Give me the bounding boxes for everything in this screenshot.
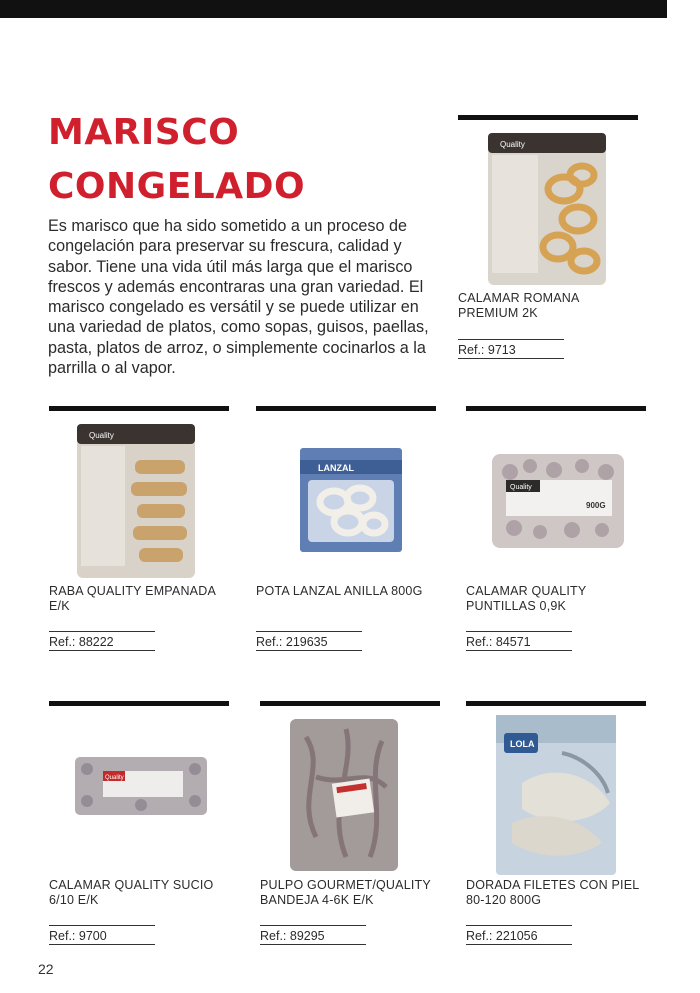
product-ref: Ref.: 88222 <box>49 631 155 651</box>
pack-brand-text: LOLA <box>510 739 535 749</box>
pack-brand-text: Quality <box>89 431 114 440</box>
product-card[interactable] <box>458 115 640 365</box>
product-image <box>298 446 404 554</box>
product-name: RABA QUALITY EMPANADA E/K <box>49 584 216 613</box>
card-top-bar <box>256 406 436 411</box>
product-card[interactable] <box>256 406 438 656</box>
product-ref: Ref.: 221056 <box>466 925 572 945</box>
product-card[interactable] <box>466 701 648 951</box>
product-image <box>490 452 626 550</box>
product-name: DORADA FILETES CON PIEL 80-120 800G <box>466 878 639 907</box>
card-top-bar <box>466 701 646 706</box>
pack-brand-text: Quality <box>105 775 124 781</box>
product-card[interactable] <box>49 701 231 951</box>
product-ref: Ref.: 84571 <box>466 631 572 651</box>
page-number: 22 <box>38 961 54 977</box>
product-name: PULPO GOURMET/QUALITY BANDEJA 4-6K E/K <box>260 878 431 907</box>
pack-brand-text: Quality <box>510 484 532 491</box>
product-name: CALAMAR QUALITY PUNTILLAS 0,9K <box>466 584 587 613</box>
pack-brand-text: LANZAL <box>318 463 354 473</box>
product-ref: Ref.: 9700 <box>49 925 155 945</box>
product-image <box>73 755 209 817</box>
card-top-bar <box>260 701 440 706</box>
product-ref: Ref.: 9713 <box>458 339 564 359</box>
page-title <box>48 106 428 214</box>
card-top-bar <box>458 115 638 120</box>
card-top-bar <box>49 406 229 411</box>
pack-brand-text: Quality <box>500 140 525 149</box>
product-image <box>75 420 197 582</box>
product-card[interactable] <box>466 406 648 656</box>
product-name: CALAMAR ROMANA PREMIUM 2K <box>458 291 579 320</box>
product-ref: Ref.: 89295 <box>260 925 366 945</box>
product-card[interactable] <box>260 701 442 951</box>
pack-weight-text: 900G <box>586 501 606 510</box>
product-image <box>486 129 608 289</box>
product-name: POTA LANZAL ANILLA 800G <box>256 584 423 598</box>
page-title-line1: MARISCO <box>48 112 240 153</box>
product-card[interactable] <box>49 406 231 656</box>
product-ref: Ref.: 219635 <box>256 631 362 651</box>
card-top-bar <box>49 701 229 706</box>
product-image <box>492 713 620 877</box>
card-top-bar <box>466 406 646 411</box>
product-image <box>286 717 402 873</box>
top-black-bar <box>0 0 667 18</box>
product-name: CALAMAR QUALITY SUCIO 6/10 E/K <box>49 878 214 907</box>
intro-paragraph: Es marisco que ha sido sometido a un proceso de congelación para preservar su frescura, calidad y sabor. Tiene una vida útil más larga que el marisco frescos y además encontraras una gran variedad. El marisco congelado es versátil y se puede utilizar en una variedad de platos, como sopas, guisos, paellas, pasta, platos de arroz, o simplemente cocinarlos a la parrilla o al vapor. <box>48 217 429 378</box>
page-title-line2: CONGELADO <box>48 166 306 207</box>
